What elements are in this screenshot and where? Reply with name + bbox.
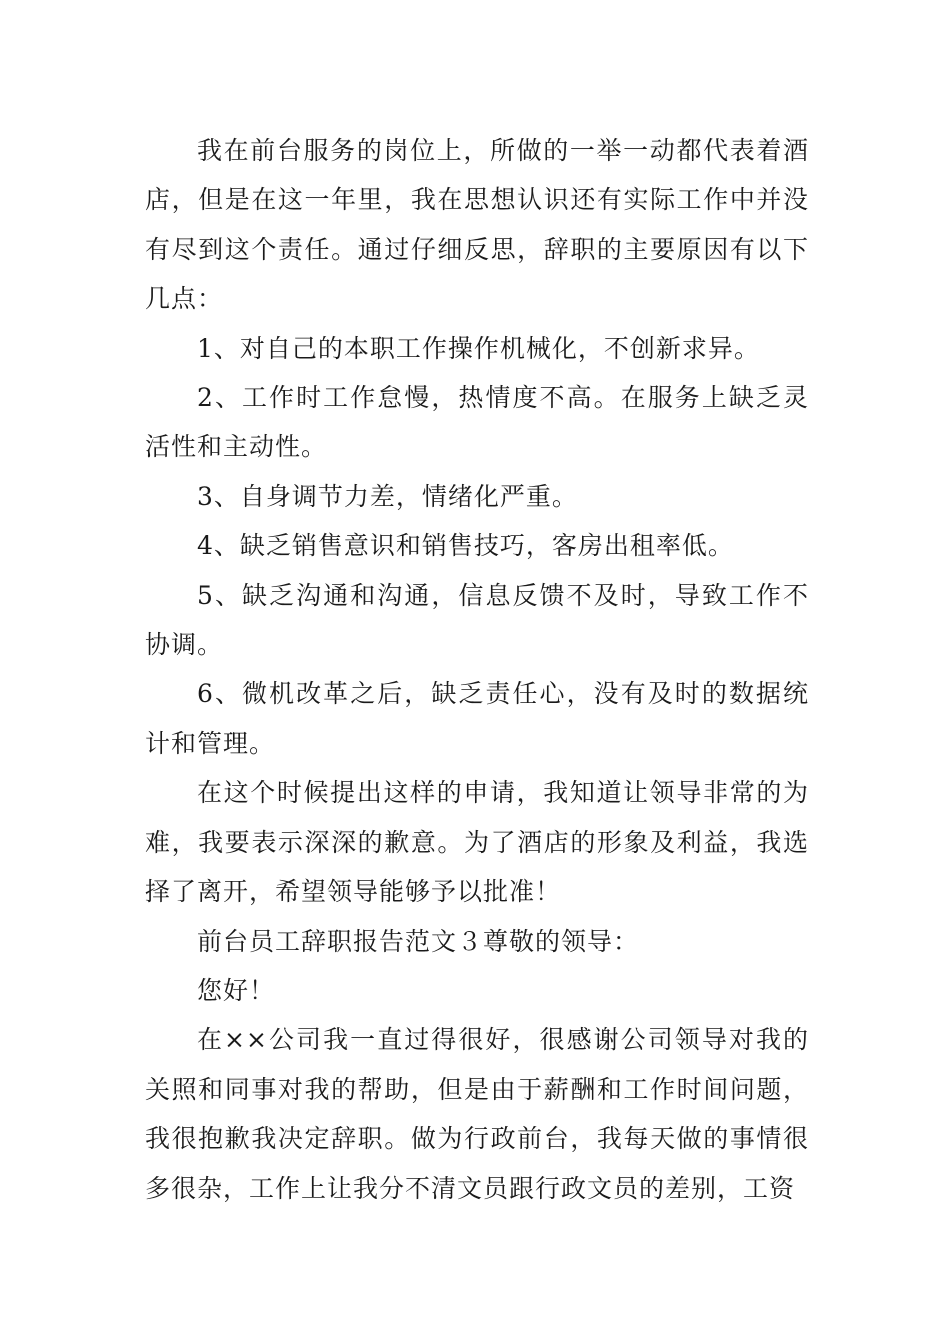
paragraph-reason-5: 5、缺乏沟通和沟通，信息反馈不及时，导致工作不协调。 <box>145 580 809 660</box>
paragraph-apology: 在这个时候提出这样的申请，我知道让领导非常的为难，我要表示深深的歉意。为了酒店的形象及利益，我选择了离开，希望领导能够予以批准！ <box>145 778 809 907</box>
paragraph-reason-1: 1、对自己的本职工作操作机械化，不创新求异。 <box>197 333 760 363</box>
paragraph-greeting: 您好！ <box>197 975 276 1005</box>
paragraph-reason-4: 4、缺乏销售意识和销售技巧，客房出租率低。 <box>197 531 734 561</box>
paragraph-reason-3: 3、自身调节力差，情绪化严重。 <box>197 481 578 511</box>
paragraph-sample-heading: 前台员工辞职报告范文３尊敬的领导： <box>197 926 640 956</box>
paragraph-reason-6: 6、微机改革之后，缺乏责任心，没有及时的数据统计和管理。 <box>145 679 809 758</box>
document-body <box>145 126 809 1213</box>
paragraph-intro: 我在前台服务的岗位上，所做的一举一动都代表着酒店，但是在这一年里，我在思想认识还有实际工作中并没有尽到这个责任。通过仔细反思，辞职的主要原因有以下几点： <box>145 136 809 314</box>
paragraph-reason-2: 2、工作时工作怠慢，热情度不高。在服务上缺乏灵活性和主动性。 <box>145 383 809 462</box>
paragraph-body: 在××公司我一直过得很好，很感谢公司领导对我的关照和同事对我的帮助，但是由于薪酬和工作时间问题，我很抱歉我决定辞职。做为行政前台，我每天做的事情很多很杂，工作上让我分不清文员跟行政文员的差别，工资 <box>145 1025 809 1203</box>
